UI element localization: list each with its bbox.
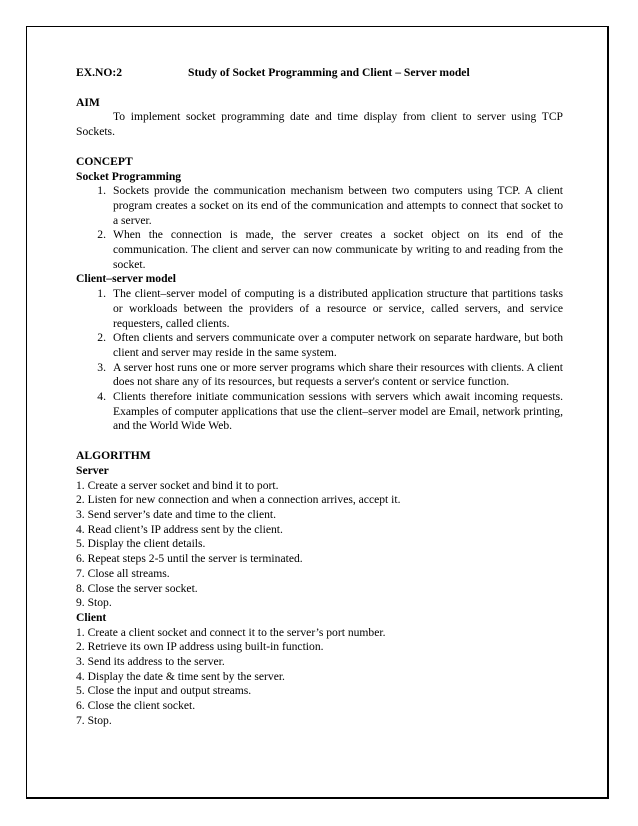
server-step: 7. Close all streams.	[76, 566, 170, 580]
server-heading: Server	[76, 463, 109, 477]
list-text: Clients therefore initiate communication sessions with servers which await incoming requests. Examples of computer applications that use the client–server model are Email, network printing, and the World Wide Web.	[113, 390, 563, 433]
client-step: 5. Close the input and output streams.	[76, 684, 252, 698]
server-step: 3. Send server’s date and time to the client.	[76, 507, 277, 521]
server-step: 6. Repeat steps 2-5 until the server is terminated.	[76, 552, 303, 566]
server-steps	[76, 479, 563, 611]
client-step: 1. Create a client socket and connect it to the server’s port number.	[76, 625, 386, 639]
client-step: 2. Retrieve its own IP address using built-in function.	[76, 640, 324, 654]
document-title: Study of Socket Programming and Client – Server model	[188, 66, 470, 79]
socket-programming-heading: Socket Programming	[76, 169, 182, 183]
exercise-number: EX.NO:2	[76, 66, 123, 79]
concept-heading: CONCEPT	[76, 154, 133, 168]
list-number: 1.	[97, 287, 106, 301]
client-step: 7. Stop.	[76, 713, 112, 727]
list-number: 2.	[97, 228, 106, 242]
list-number: 4.	[97, 390, 106, 404]
list-text: The client–server model of computing is a distributed application structure that partitions tasks or workloads between the providers of a resource or service, called servers, and service requesters, called clients.	[113, 287, 563, 330]
list-number: 2.	[97, 331, 106, 345]
list-text: When the connection is made, the server creates a socket object on its end of the communication. The client and server can now communicate by writing to and reading from the socket.	[113, 228, 563, 271]
client-steps	[76, 626, 563, 729]
server-step: 9. Stop.	[76, 596, 112, 610]
aim-text: To implement socket programming date and time display from client to server using TCP Sockets.	[76, 110, 563, 139]
client-heading: Client	[76, 610, 107, 624]
list-text: A server host runs one or more server programs which share their resources with clients. A client does not share any of its resources, but requests a server's content or service function.	[113, 360, 563, 389]
list-text: Sockets provide the communication mechanism between two computers using TCP. A client program creates a socket on its end of the communication and attempts to connect that socket to a server.	[113, 184, 563, 227]
client-step: 3. Send its address to the server.	[76, 655, 225, 669]
socket-programming-list	[76, 184, 563, 272]
client-step: 6. Close the client socket.	[76, 699, 196, 713]
list-number: 3.	[97, 360, 106, 374]
list-item	[76, 361, 563, 390]
document-body	[76, 66, 563, 729]
list-item	[76, 228, 563, 272]
list-number: 1.	[97, 184, 106, 198]
server-step: 2. Listen for new connection and when a connection arrives, accept it.	[76, 493, 401, 507]
client-step: 4. Display the date & time sent by the server.	[76, 669, 285, 683]
aim-heading: AIM	[76, 95, 100, 109]
list-item	[76, 390, 563, 434]
client-server-heading: Client–server model	[76, 272, 176, 286]
list-item	[76, 287, 563, 331]
list-item	[76, 331, 563, 360]
algorithm-heading: ALGORITHM	[76, 449, 151, 463]
document-header	[76, 66, 563, 81]
server-step: 1. Create a server socket and bind it to port.	[76, 478, 279, 492]
client-server-list	[76, 287, 563, 434]
server-step: 5. Display the client details.	[76, 537, 206, 551]
list-text: Often clients and servers communicate over a computer network on separate hardware, but both client and server may reside in the same system.	[113, 331, 563, 359]
server-step: 4. Read client’s IP address sent by the client.	[76, 522, 283, 536]
server-step: 8. Close the server socket.	[76, 581, 198, 595]
list-item	[76, 184, 563, 228]
